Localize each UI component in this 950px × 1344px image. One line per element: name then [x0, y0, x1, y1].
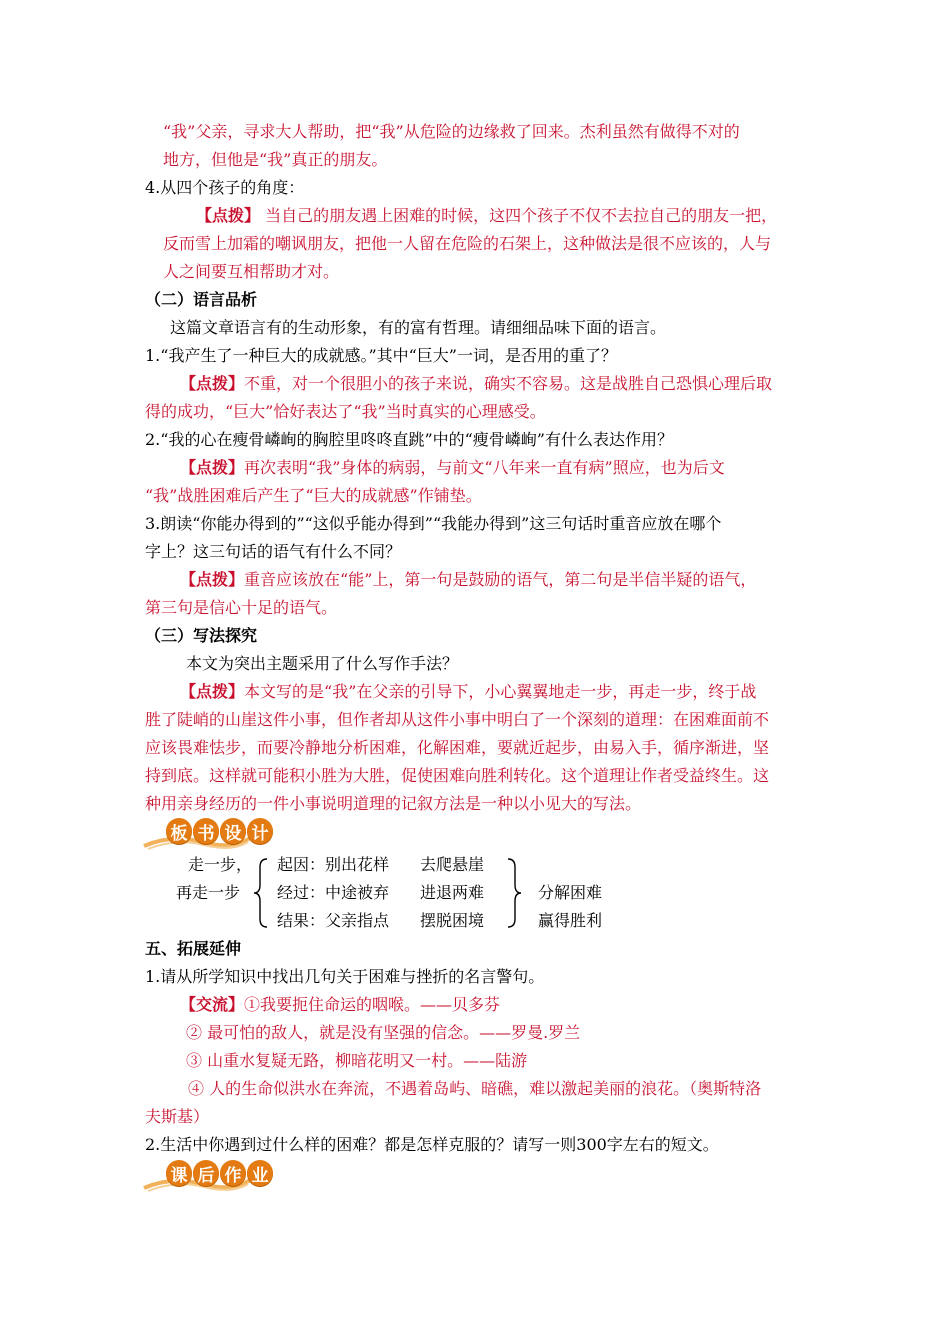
answer-line: 胜了陡峭的山崖这件小事，但作者却从这件小事中明白了一个深刻的道理：在困难面前不: [145, 710, 770, 729]
answer-line: “我”父亲，寻求大人帮助，把“我”从危险的边缘救了回来。杰利虽然有做得不对的: [163, 122, 740, 141]
badge-char: 后: [193, 1160, 219, 1186]
answer-line: 持到底。这样就可能积小胜为大胜，促使困难向胜利转化。这个道理让作者受益终生。这: [145, 766, 770, 785]
answer-line: [180, 570, 756, 590]
badge-char: 作: [220, 1160, 246, 1186]
hint-tag: 【点拨】: [180, 374, 245, 393]
hint-tag: 【点拨】: [180, 570, 245, 589]
quote-line: 夫斯基）: [145, 1107, 210, 1126]
answer-line: 种用亲身经历的一件小事说明道理的记叙方法是一种以小见大的写法。: [145, 794, 642, 813]
answer-line: 第三句是信心十足的语气。: [145, 598, 338, 617]
board-row-label: 经过：中途被弃: [277, 883, 390, 902]
answer-text: ①我要扼住命运的咽喉。——贝多芬: [244, 995, 501, 1014]
question: 3.朗读“你能办得到的”“这似乎能办得到”“我能办得到”这三句话时重音应放在哪个: [145, 514, 722, 533]
question: 本文为突出主题采用了什么写作手法？: [186, 654, 459, 673]
section-intro: 这篇文章语言有的生动形象，有的富有哲理。请细细品味下面的语言。: [170, 318, 667, 337]
answer-line: [180, 995, 500, 1015]
answer-line: [180, 458, 725, 478]
question: 2.“我的心在瘦骨嶙峋的胸腔里咚咚直跳”中的“瘦骨嶙峋”有什么表达作用？: [145, 430, 673, 449]
exchange-tag: 【交流】: [180, 995, 245, 1014]
question: 1.请从所学知识中找出几句关于困难与挫折的名言警句。: [145, 967, 545, 986]
board-right-1: 分解困难: [538, 883, 603, 902]
answer-line: 人之间要互相帮助才对。: [163, 262, 340, 281]
board-row-value: 进退两难: [420, 883, 485, 902]
question: 2.生活中你遇到过什么样的困难？都是怎样克服的？请写一则300字左右的短文。: [145, 1135, 719, 1154]
board-row-value: 去爬悬崖: [420, 855, 485, 874]
question-4: 4.从四个孩子的角度：: [145, 178, 305, 197]
answer-text: 再次表明“我”身体的病弱，与前文“八年来一直有病”照应，也为后文: [244, 458, 725, 477]
quote-line: ② 最可怕的敌人，就是没有坚强的信念。——罗曼.罗兰: [186, 1023, 581, 1042]
badge-char: 设: [220, 818, 246, 844]
answer-line: 地方，但他是“我”真正的朋友。: [163, 150, 388, 169]
quote-line: ③ 山重水复疑无路，柳暗花明又一村。——陆游: [186, 1051, 528, 1070]
question: 1.“我产生了一种巨大的成就感。”其中“巨大”一词，是否用的重了？: [145, 346, 617, 365]
hint-tag: 【点拨】: [196, 206, 261, 225]
section-title: （三）写法探究: [145, 626, 258, 645]
right-brace-icon: [505, 857, 523, 929]
badge-char: 课: [166, 1160, 192, 1186]
section-badge-board-design: [142, 814, 272, 854]
answer-line: [196, 206, 777, 226]
badge-char: 业: [247, 1160, 273, 1186]
badge-char: 书: [193, 818, 219, 844]
left-brace-icon: [252, 857, 270, 929]
answer-text: 当自己的朋友遇上困难的时候，这四个孩子不仅不去拉自己的朋友一把，: [265, 206, 778, 225]
board-left-2: 再走一步: [176, 883, 241, 902]
hint-tag: 【点拨】: [180, 458, 245, 477]
question: 字上？这三句话的语气有什么不同？: [145, 542, 402, 561]
section-title: 五、拓展延伸: [145, 939, 242, 958]
answer-line: [180, 682, 756, 702]
answer-line: 反而雪上加霜的嘲讽朋友，把他一人留在危险的石架上，这种做法是很不应该的，人与: [163, 234, 772, 253]
answer-line: 得的成功，“巨大”恰好表达了“我”当时真实的心理感受。: [145, 402, 546, 421]
board-left-1: 走一步，: [188, 855, 253, 874]
board-row-label: 起因：别出花样: [277, 855, 390, 874]
badge-char: 计: [247, 818, 273, 844]
board-right-2: 赢得胜利: [538, 911, 603, 930]
section-badge-homework: [142, 1156, 272, 1196]
answer-text: 不重，对一个很胆小的孩子来说，确实不容易。这是战胜自己恐惧心理后取: [244, 374, 773, 393]
quote-line: ④ 人的生命似洪水在奔流，不遇着岛屿、暗礁，难以激起美丽的浪花。（奥斯特洛: [188, 1079, 762, 1098]
answer-text: 本文写的是“我”在父亲的引导下，小心翼翼地走一步，再走一步，终于战: [244, 682, 757, 701]
board-row-value: 摆脱困境: [420, 911, 485, 930]
answer-line: [180, 374, 772, 394]
badge-char: 板: [166, 818, 192, 844]
hint-tag: 【点拨】: [180, 682, 245, 701]
board-row-label: 结果：父亲指点: [277, 911, 390, 930]
answer-text: 重音应该放在“能”上，第一句是鼓励的语气，第二句是半信半疑的语气，: [244, 570, 757, 589]
answer-line: “我”战胜困难后产生了“巨大的成就感”作铺垫。: [145, 486, 482, 505]
answer-line: 应该畏难怯步，而要冷静地分析困难，化解困难，要就近起步，由易入手，循序渐进，坚: [145, 738, 770, 757]
section-title: （二）语言品析: [145, 290, 258, 309]
